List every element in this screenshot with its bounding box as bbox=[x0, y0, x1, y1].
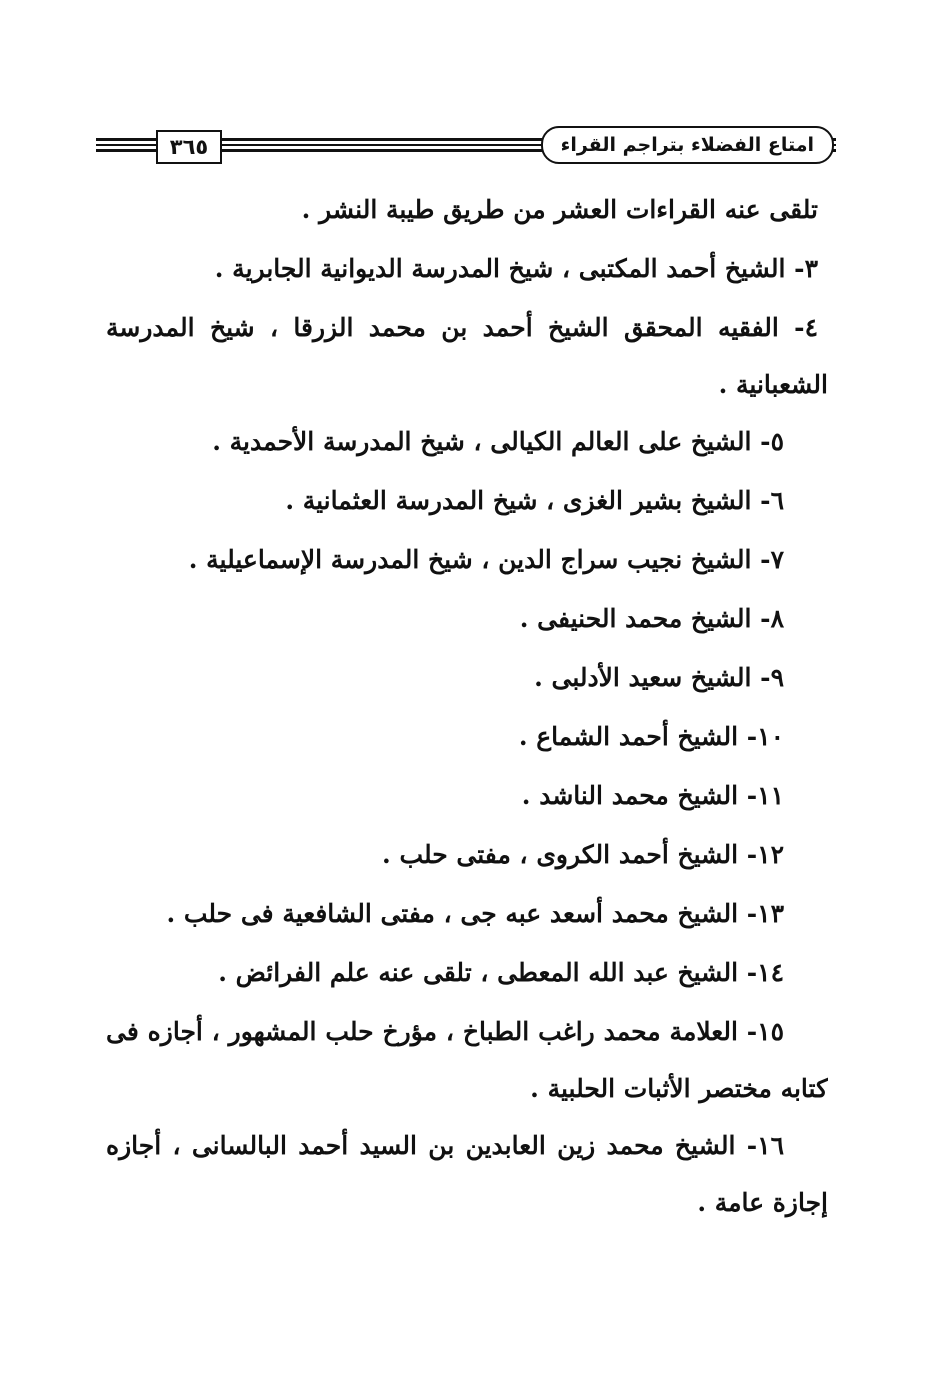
list-item-11: ١١- الشيخ محمد الناشد . bbox=[521, 781, 784, 810]
running-header bbox=[96, 124, 836, 168]
list-item-10: ١٠- الشيخ أحمد الشماع . bbox=[518, 722, 784, 751]
list-item-15-continued: كتابه مختصر الأثبات الحلبية . bbox=[530, 1074, 828, 1103]
text-line: تلقى عنه القراءات العشر من طريق طيبة النشر . bbox=[301, 195, 818, 224]
list-item-9: ٩- الشيخ سعيد الأدلبى . bbox=[534, 663, 784, 692]
list-item-8: ٨- الشيخ محمد الحنيفى . bbox=[519, 604, 784, 633]
page-number: ٣٦٥ bbox=[156, 130, 222, 164]
list-item-13: ١٣- الشيخ محمد أسعد عبه جى ، مفتى الشافعية فى حلب . bbox=[166, 899, 784, 928]
list-item-4: ٤- الفقيه المحقق الشيخ أحمد بن محمد الزرقا ، شيخ المدرسة bbox=[106, 313, 818, 342]
list-item-3: ٣- الشيخ أحمد المكتبى ، شيخ المدرسة الديوانية الجابرية . bbox=[214, 254, 818, 283]
book-title: امتاع الفضلاء بتراجم القراء bbox=[541, 126, 834, 164]
body-text bbox=[106, 180, 828, 1230]
list-item-4-continued: الشعبانية . bbox=[718, 370, 828, 399]
list-item-12: ١٢- الشيخ أحمد الكروى ، مفتى حلب . bbox=[382, 840, 784, 869]
list-item-14: ١٤- الشيخ عبد الله المعطى ، تلقى عنه علم الفرائض . bbox=[218, 958, 784, 987]
list-item-16-continued: إجازة عامة . bbox=[697, 1188, 828, 1217]
list-item-16: ١٦- الشيخ محمد زين العابدين بن السيد أحمد البالسانى ، أجازه bbox=[106, 1131, 784, 1160]
list-item-7: ٧- الشيخ نجيب سراج الدين ، شيخ المدرسة الإسماعيلية . bbox=[188, 545, 784, 574]
list-item-15: ١٥- العلامة محمد راغب الطباخ ، مؤرخ حلب المشهور ، أجازه فى bbox=[106, 1017, 784, 1046]
list-item-5: ٥- الشيخ على العالم الكيالى ، شيخ المدرسة الأحمدية . bbox=[212, 427, 784, 456]
list-item-6: ٦- الشيخ بشير الغزى ، شيخ المدرسة العثمانية . bbox=[285, 486, 784, 515]
